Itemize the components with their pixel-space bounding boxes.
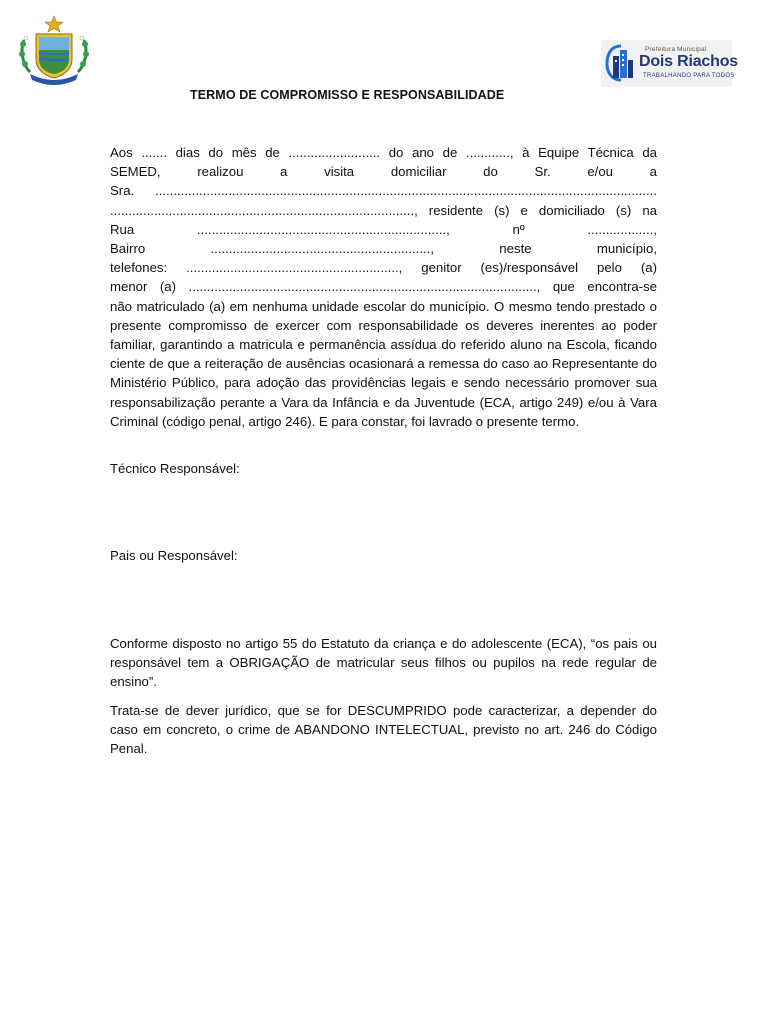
body-line: Rua ...................................................................., nº .................., xyxy=(110,221,657,237)
body-line: menor (a) ..............................................................................................., que encontra-se xyxy=(110,279,657,295)
body-line: ..................................................................................., residente (s) e domiciliado (s) na xyxy=(110,202,657,218)
main-paragraph xyxy=(110,143,657,431)
logo-tagline: TRABALHANDO PARA TODOS xyxy=(643,73,735,79)
document-title: TERMO DE COMPROMISSO E RESPONSABILIDADE xyxy=(190,88,505,102)
building-icon xyxy=(605,44,637,82)
tecnico-label: Técnico Responsável: xyxy=(110,461,240,476)
trata-paragraph: Trata-se de dever jurídico, que se for DESCUMPRIDO pode caracterizar, a depender do caso em concreto, o crime de ABANDONO INTELECTUAL, previsto no art. 246 do Código Penal. xyxy=(110,703,657,757)
body-line: Bairro ............................................................, neste município, xyxy=(110,241,657,257)
body-line: SEMED, realizou a visita domiciliar do Sr. e/ou a xyxy=(110,164,657,180)
prefeitura-logo xyxy=(601,40,738,87)
conforme-paragraph: Conforme disposto no artigo 55 do Estatuto da criança e do adolescente (ECA), “os pais ou responsável tem a OBRIGAÇÃO de matricular seus filhos ou pupilos na rede regular de ensino”. xyxy=(110,636,657,690)
body-line: Sra. ......................................................................................................................................... xyxy=(110,183,657,199)
body-line: Aos ....... dias do mês de ......................... do ano de ............, à Equipe Técnica da xyxy=(110,145,657,160)
logo-prefeitura-text: Prefeitura Municipal xyxy=(645,46,707,53)
body-paragraph-rest: não matriculado (a) em nenhuma unidade escolar do município. O mesmo tendo prestado o presente compromisso de exercer com responsabilidade os deveres inerentes ao poder familiar, garantindo a matricula e permanência assídua do referido aluno na Escola, ficando ciente de que a reiteração de ausências ocasionará a remessa do caso ao Representante do Ministério Público, para adoção das providências legais e sendo necessário promover sua responsabilização perante a Vara da Infância e da Juventude (ECA, artigo 249) e/ou à Vara Criminal (código penal, artigo 246). E para constar, foi lavrado o presente termo. xyxy=(110,298,657,429)
pais-label: Pais ou Responsável: xyxy=(110,548,238,563)
municipal-crest-logo xyxy=(14,14,94,86)
body-line: telefones: .........................................................., genitor (es)/responsável pelo (a) xyxy=(110,260,657,276)
logo-name: Dois Riachos xyxy=(639,53,738,70)
